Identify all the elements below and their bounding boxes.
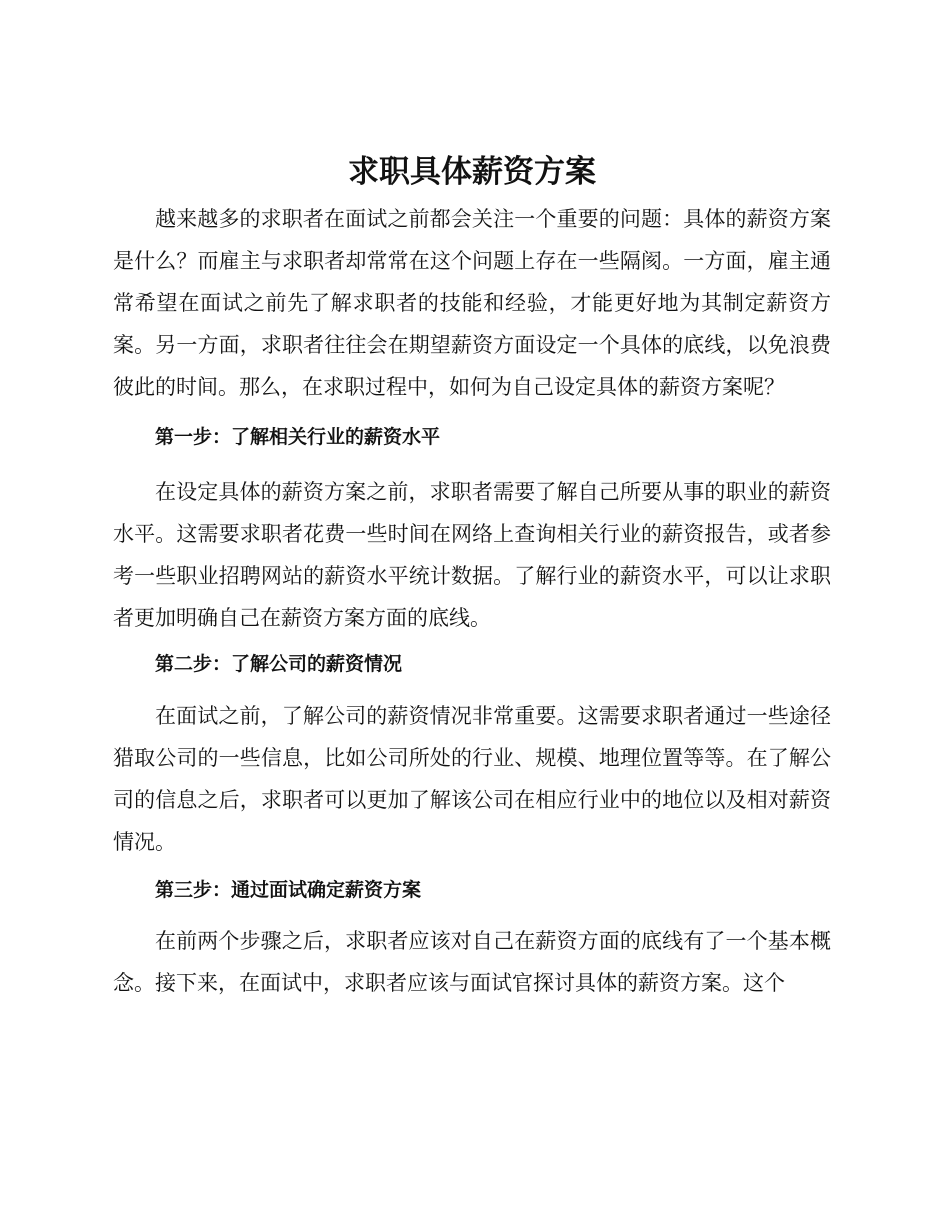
section-heading-step-1: 第一步：了解相关行业的薪资水平 <box>155 426 441 448</box>
intro-paragraph: 越来越多的求职者在面试之前都会关注一个重要的问题：具体的薪资方案是什么？而雇主与求职者却常常在这个问题上存在一些隔阂。一方面，雇主通常希望在面试之前先了解求职者的技能和经验，才能更好地为其制定薪资方案。另一方面，求职者往往会在期望薪资方面设定一个具体的底线，以免浪费彼此的时间。那么，在求职过程中，如何为自己设定具体的薪资方案呢？ <box>113 207 831 399</box>
section-heading-step-2: 第二步：了解公司的薪资情况 <box>155 653 403 675</box>
section-heading-step-3: 第三步：通过面试确定薪资方案 <box>155 879 422 901</box>
section-body-step-1: 在设定具体的薪资方案之前，求职者需要了解自己所要从事的职业的薪资水平。这需要求职者花费一些时间在网络上查询相关行业的薪资报告，或者参考一些职业招聘网站的薪资水平统计数据。了解行业的薪资水平，可以让求职者更加明确自己在薪资方案方面的底线。 <box>113 480 831 630</box>
document-title: 求职具体薪资方案 <box>348 154 596 190</box>
section-body-step-2: 在面试之前，了解公司的薪资情况非常重要。这需要求职者通过一些途径猎取公司的一些信息，比如公司所处的行业、规模、地理位置等等。在了解公司的信息之后，求职者可以更加了解该公司在相应行业中的地位以及相对薪资情况。 <box>113 704 831 854</box>
document-body <box>113 150 831 1004</box>
section-body-step-3: 在前两个步骤之后，求职者应该对自己在薪资方面的底线有了一个基本概念。接下来，在面试中，求职者应该与面试官探讨具体的薪资方案。这个 <box>113 929 831 995</box>
